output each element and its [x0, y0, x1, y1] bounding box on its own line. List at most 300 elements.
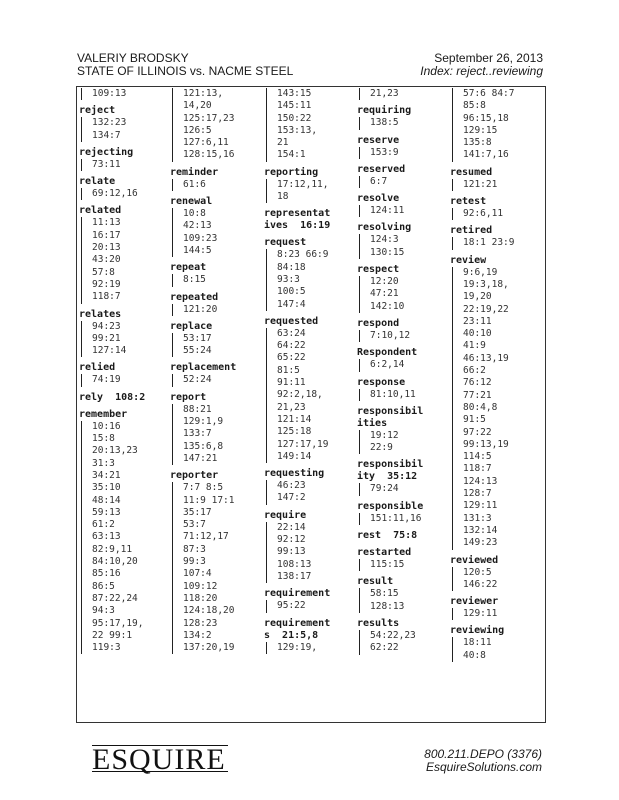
index-citations — [359, 630, 443, 655]
index-entry — [450, 225, 536, 249]
index-term: respect — [357, 264, 400, 276]
page-line-reference: 81:5 — [277, 364, 300, 376]
index-entry — [357, 406, 443, 455]
page-line-reference: 20:13 — [92, 242, 121, 254]
index-entry — [79, 88, 165, 100]
page-line-reference: 135:6,8 — [183, 440, 224, 452]
index-citations — [266, 480, 350, 505]
page-line-reference: 149:23 — [463, 537, 498, 549]
page-line-reference: 9:6,19 — [463, 266, 498, 278]
page-line-reference: 150:22 — [277, 112, 312, 124]
page-line-reference: 6:7 — [370, 175, 388, 187]
index-term: rely 108:2 — [79, 391, 146, 403]
index-entry — [79, 147, 165, 171]
index-citations — [452, 567, 536, 592]
page-line-reference: 146:22 — [463, 578, 498, 590]
page-line-reference: 143:15 — [277, 88, 312, 99]
page-line-reference: 142:10 — [370, 300, 405, 312]
index-citations — [172, 304, 256, 316]
index-entry — [357, 576, 443, 613]
index-citations — [359, 330, 443, 342]
index-column-3 — [264, 88, 350, 659]
page-line-reference: 147:4 — [277, 298, 306, 310]
page-line-reference: 47:21 — [370, 288, 399, 300]
index-entry — [79, 205, 165, 303]
index-term: report — [170, 391, 207, 403]
page-line-reference: 23:11 — [463, 315, 492, 327]
index-entry — [264, 88, 350, 162]
index-entry — [357, 105, 443, 129]
index-citations — [359, 588, 443, 613]
page-line-reference: 85:16 — [92, 568, 121, 580]
page-line-reference: 18:11 — [463, 637, 492, 649]
index-entry — [79, 309, 165, 358]
page-line-reference: 128:23 — [183, 617, 218, 629]
page-line-reference: 92:19 — [92, 278, 121, 290]
index-entry — [450, 255, 536, 550]
index-term: replacement — [170, 362, 237, 374]
page-line-reference: 128:7 — [463, 488, 492, 500]
page-line-reference: 124:18,20 — [183, 605, 235, 617]
page-line-reference: 31:3 — [92, 457, 115, 469]
index-entry — [264, 316, 350, 463]
page-line-reference: 53:7 — [183, 519, 206, 531]
page-line-reference: 10:16 — [92, 420, 121, 432]
index-entry — [170, 362, 256, 386]
index-entry — [357, 618, 443, 655]
index-term: require — [264, 509, 307, 521]
page-line-reference: 144:5 — [183, 244, 212, 256]
index-entry — [170, 167, 256, 191]
page-line-reference: 22:14 — [277, 521, 306, 533]
index-citations — [81, 188, 165, 200]
page-line-reference: 35:10 — [92, 482, 121, 494]
index-entry — [450, 88, 536, 162]
page-line-reference: 66:2 — [463, 365, 486, 377]
index-citations — [359, 276, 443, 313]
index-entry — [357, 530, 443, 542]
page-line-reference: 134:2 — [183, 629, 212, 641]
page-line-reference: 120:5 — [463, 566, 492, 578]
page-line-reference: 63:24 — [277, 327, 306, 339]
page-line-reference: 134:7 — [92, 129, 121, 141]
index-citations — [452, 608, 536, 620]
index-entry — [264, 618, 350, 654]
index-citations — [452, 237, 536, 249]
index-entry — [357, 193, 443, 217]
page-line-reference: 10:8 — [183, 208, 206, 220]
deponent-name: VALERIY BRODSKY — [77, 51, 189, 65]
index-entry — [357, 135, 443, 159]
page-line-reference: 121:20 — [183, 303, 218, 315]
page-line-reference: 55:24 — [183, 345, 212, 357]
index-citations — [359, 234, 443, 259]
page-line-reference: 108:13 — [277, 558, 312, 570]
index-term: repeated — [170, 291, 219, 303]
page-line-reference: 86:5 — [92, 580, 115, 592]
page-line-reference: 46:13,19 — [463, 352, 509, 364]
page-line-reference: 81:10,11 — [370, 388, 416, 400]
page-line-reference: 16:17 — [92, 229, 121, 241]
index-citations — [172, 404, 256, 465]
index-entry — [170, 262, 256, 286]
index-entry — [357, 459, 443, 495]
esquire-logo — [70, 741, 230, 781]
page-line-reference: 99:21 — [92, 332, 121, 344]
index-term: related — [79, 205, 122, 217]
page-line-reference: 141:7,16 — [463, 149, 509, 161]
index-citations — [266, 522, 350, 583]
index-citations — [172, 208, 256, 257]
page-line-reference: 121:14 — [277, 413, 312, 425]
page-line-reference: 43:20 — [92, 254, 121, 266]
index-term: retired — [450, 225, 493, 237]
page-line-reference: 61:2 — [92, 519, 115, 531]
page-line-reference: 121:21 — [463, 178, 498, 190]
page-line-reference: 48:14 — [92, 494, 121, 506]
page-line-reference: 128:13 — [370, 600, 405, 612]
page-line-reference: 6:2,14 — [370, 359, 405, 371]
index-citations — [452, 208, 536, 220]
index-entry — [264, 167, 350, 204]
page-line-reference: 84:18 — [277, 261, 306, 273]
page-line-reference: 121:13, — [183, 88, 224, 99]
index-entry — [264, 237, 350, 310]
index-entry — [79, 392, 165, 404]
index-entry — [170, 196, 256, 257]
index-citations — [81, 421, 165, 655]
page-line-reference: 149:14 — [277, 450, 312, 462]
index-citations — [172, 482, 256, 654]
page-line-reference: 84:10,20 — [92, 556, 138, 568]
index-citations — [452, 637, 536, 662]
index-term: requiring — [357, 105, 412, 117]
index-column-5 — [450, 88, 536, 667]
index-term: results — [357, 617, 400, 629]
page-line-reference: 127:6,11 — [183, 137, 229, 149]
index-column-2 — [170, 88, 256, 659]
page-line-reference: 14,20 — [183, 100, 212, 112]
index-citations — [266, 249, 350, 310]
index-entry — [264, 468, 350, 505]
index-term: rest 75:8 — [357, 530, 418, 542]
index-entry — [357, 88, 443, 100]
page-line-reference: 131:3 — [463, 512, 492, 524]
page-line-reference: 95:17,19, — [92, 617, 144, 629]
page-line-reference: 40:10 — [463, 328, 492, 340]
index-term: result — [357, 576, 394, 588]
index-citations — [81, 321, 165, 358]
index-citations — [266, 328, 350, 463]
index-citations — [266, 179, 350, 204]
index-entry — [450, 596, 536, 620]
index-entry — [357, 222, 443, 259]
index-citations — [266, 88, 350, 162]
index-citations — [452, 267, 536, 550]
index-citations — [359, 430, 443, 455]
index-citations — [172, 374, 256, 386]
website: EsquireSolutions.com — [425, 760, 542, 774]
index-citations — [172, 274, 256, 286]
page-line-reference: 96:15,18 — [463, 112, 509, 124]
page-line-reference: 114:5 — [463, 451, 492, 463]
index-citations — [81, 217, 165, 303]
index-term: reviewing — [450, 625, 505, 637]
index-term: relate — [79, 176, 116, 188]
page-line-reference: 119:3 — [92, 642, 121, 654]
page-line-reference: 22 99:1 — [92, 629, 133, 641]
page-line-reference: 12:20 — [370, 276, 399, 288]
index-entry — [170, 292, 256, 316]
page-line-reference: 80:4,8 — [463, 401, 498, 413]
page-line-reference: 63:13 — [92, 531, 121, 543]
page-line-reference: 71:12,17 — [183, 531, 229, 543]
index-entry — [450, 625, 536, 662]
page-line-reference: 17:12,11, — [277, 178, 329, 190]
page-line-reference: 11:13 — [92, 217, 121, 229]
page-line-reference: 34:21 — [92, 469, 121, 481]
page-line-reference: 115:15 — [370, 559, 405, 571]
index-range: Index: reject..reviewing — [420, 64, 543, 78]
index-citations — [359, 483, 443, 495]
page-line-reference: 8:15 — [183, 274, 206, 286]
page-line-reference: 85:8 — [463, 100, 486, 112]
page-line-reference: 94:3 — [92, 605, 115, 617]
index-citations — [359, 117, 443, 129]
index-term: request — [264, 237, 307, 249]
page-line-reference: 132:14 — [463, 524, 498, 536]
index-entry — [357, 501, 443, 525]
header-left — [77, 52, 293, 78]
page-line-reference: 109:23 — [183, 232, 218, 244]
page-line-reference: 124:11 — [370, 205, 405, 217]
index-entry — [357, 547, 443, 571]
index-citations — [81, 88, 165, 100]
index-term: responsibil ity 35:12 — [357, 459, 424, 483]
deposition-date: September 26, 2013 — [434, 51, 543, 65]
page-line-reference: 58:15 — [370, 588, 399, 600]
index-term: remember — [79, 408, 128, 420]
logo-text: ESQUIRE — [92, 743, 226, 776]
page-line-reference: 153:13, — [277, 124, 318, 136]
index-citations — [172, 88, 256, 162]
page-line-reference: 87:22,24 — [92, 592, 138, 604]
index-term: reserve — [357, 134, 400, 146]
header-right — [420, 52, 543, 78]
index-entry — [264, 510, 350, 583]
page-line-reference: 22:9 — [370, 442, 393, 454]
index-entry — [450, 555, 536, 592]
page-line-reference: 46:23 — [277, 480, 306, 492]
index-citations — [172, 333, 256, 358]
page-line-reference: 91:5 — [463, 414, 486, 426]
case-title: STATE OF ILLINOIS vs. NACME STEEL — [77, 64, 294, 78]
index-entry — [357, 347, 443, 371]
index-entry — [357, 318, 443, 342]
page-line-reference: 8:23 66:9 — [277, 249, 329, 261]
page-line-reference: 18:1 23:9 — [463, 237, 515, 249]
page-line-reference: 19:12 — [370, 429, 399, 441]
page-line-reference: 126:5 — [183, 124, 212, 136]
index-term: Respondent — [357, 347, 418, 359]
index-term: representat ives 16:19 — [264, 208, 331, 232]
index-term: renewal — [170, 196, 213, 208]
page-line-reference: 21,23 — [370, 88, 399, 99]
page-line-reference: 129:15 — [463, 124, 498, 136]
page-line-reference: 64:22 — [277, 340, 306, 352]
index-citations — [359, 389, 443, 401]
index-entry — [357, 164, 443, 188]
page-line-reference: 145:11 — [277, 100, 312, 112]
index-entry — [79, 105, 165, 142]
page-line-reference: 125:17,23 — [183, 112, 235, 124]
page-line-reference: 19:3,18, — [463, 278, 509, 290]
page-line-reference: 35:17 — [183, 506, 212, 518]
index-term: rejecting — [79, 146, 134, 158]
page-line-reference: 18 — [277, 191, 289, 203]
index-term: requesting — [264, 468, 325, 480]
phone-number: 800.211.DEPO (3376) — [424, 747, 542, 761]
index-entry — [79, 362, 165, 386]
index-citations — [266, 600, 350, 612]
index-term: retest — [450, 196, 487, 208]
page-line-reference: 69:12,16 — [92, 188, 138, 200]
page-line-reference: 129:11 — [463, 608, 498, 620]
page-line-reference: 127:14 — [92, 345, 127, 357]
page-line-reference: 127:17,19 — [277, 438, 329, 450]
index-term: repeat — [170, 262, 207, 274]
page-line-reference: 11:9 17:1 — [183, 494, 235, 506]
page-line-reference: 99:13 — [277, 546, 306, 558]
page-line-reference: 109:13 — [92, 88, 127, 99]
index-citations — [452, 88, 536, 162]
page-line-reference: 57:8 — [92, 266, 115, 278]
index-term: responsibil ities — [357, 405, 424, 429]
index-term: reviewed — [450, 554, 499, 566]
index-citations — [359, 176, 443, 188]
page-line-reference: 151:11,16 — [370, 512, 422, 524]
page-line-reference: 62:22 — [370, 642, 399, 654]
page-line-reference: 91:11 — [277, 377, 306, 389]
page-line-reference: 99:3 — [183, 556, 206, 568]
page-line-reference: 124:13 — [463, 475, 498, 487]
page-line-reference: 135:8 — [463, 137, 492, 149]
page-line-reference: 92:12 — [277, 534, 306, 546]
page-line-reference: 87:3 — [183, 543, 206, 555]
page-line-reference: 132:23 — [92, 117, 127, 129]
page-line-reference: 129:1,9 — [183, 416, 224, 428]
index-citations — [81, 117, 165, 142]
index-citations — [359, 147, 443, 159]
index-term: resolving — [357, 222, 412, 234]
page-line-reference: 147:21 — [183, 452, 218, 464]
page-line-reference: 21,23 — [277, 401, 306, 413]
index-citations — [359, 205, 443, 217]
index-term: reporting — [264, 166, 319, 178]
index-term: responsible — [357, 500, 424, 512]
page-line-reference: 94:23 — [92, 320, 121, 332]
index-term: reserved — [357, 163, 406, 175]
page-line-reference: 59:13 — [92, 506, 121, 518]
index-citations — [81, 374, 165, 386]
index-term: relied — [79, 362, 116, 374]
page-line-reference: 20:13,23 — [92, 445, 138, 457]
page-line-reference: 125:18 — [277, 426, 312, 438]
page-line-reference: 79:24 — [370, 483, 399, 495]
page-line-reference: 57:6 84:7 — [463, 88, 515, 99]
index-citations — [266, 642, 350, 654]
index-term: review — [450, 254, 487, 266]
page-line-reference: 77:21 — [463, 389, 492, 401]
page-line-reference: 130:15 — [370, 246, 405, 258]
page-line-reference: 92:6,11 — [463, 208, 504, 220]
index-citations — [81, 159, 165, 171]
page-line-reference: 129:19, — [277, 641, 318, 653]
page-line-reference: 138:17 — [277, 570, 312, 582]
page-line-reference: 54:22,23 — [370, 629, 416, 641]
index-column-4 — [357, 88, 443, 660]
page-line-reference: 88:21 — [183, 403, 212, 415]
page-line-reference: 21 — [277, 137, 289, 149]
index-citations — [359, 359, 443, 371]
page-line-reference: 124:3 — [370, 234, 399, 246]
page-line-reference: 92:2,18, — [277, 389, 323, 401]
index-entry — [170, 470, 256, 654]
index-citations — [452, 179, 536, 191]
page-line-reference: 61:6 — [183, 178, 206, 190]
page-line-reference: 7:7 8:5 — [183, 482, 224, 494]
index-column-1 — [79, 88, 165, 659]
index-entry — [264, 208, 350, 232]
page-line-reference: 95:22 — [277, 600, 306, 612]
index-entry — [79, 409, 165, 655]
page-line-reference: 100:5 — [277, 286, 306, 298]
page-line-reference: 153:9 — [370, 146, 399, 158]
page-line-reference: 65:22 — [277, 352, 306, 364]
page-line-reference: 7:10,12 — [370, 329, 411, 341]
index-term: reviewer — [450, 596, 499, 608]
index-entry — [450, 196, 536, 220]
index-entry — [357, 377, 443, 401]
page-line-reference: 97:22 — [463, 426, 492, 438]
index-entry — [170, 88, 256, 162]
page-line-reference: 22:19,22 — [463, 303, 509, 315]
index-entry — [264, 588, 350, 612]
index-term: response — [357, 376, 406, 388]
page-line-reference: 53:17 — [183, 332, 212, 344]
page-line-reference: 118:7 — [463, 463, 492, 475]
index-term: requirement — [264, 588, 331, 600]
index-entry — [357, 264, 443, 313]
index-entry — [170, 321, 256, 358]
page-line-reference: 82:9,11 — [92, 543, 133, 555]
page-line-reference: 41:9 — [463, 340, 486, 352]
page-line-reference: 137:20,19 — [183, 642, 235, 654]
footer-contact — [424, 748, 542, 774]
page-line-reference: 118:7 — [92, 291, 121, 303]
index-term: respond — [357, 317, 400, 329]
page-line-reference: 93:3 — [277, 273, 300, 285]
index-entry — [450, 167, 536, 191]
index-term: requested — [264, 315, 319, 327]
index-citations — [359, 88, 443, 100]
index-entry — [79, 176, 165, 200]
page-line-reference: 74:19 — [92, 374, 121, 386]
index-term: reporter — [170, 470, 219, 482]
page-line-reference: 52:24 — [183, 374, 212, 386]
page-line-reference: 15:8 — [92, 433, 115, 445]
page-line-reference: 40:8 — [463, 649, 486, 661]
